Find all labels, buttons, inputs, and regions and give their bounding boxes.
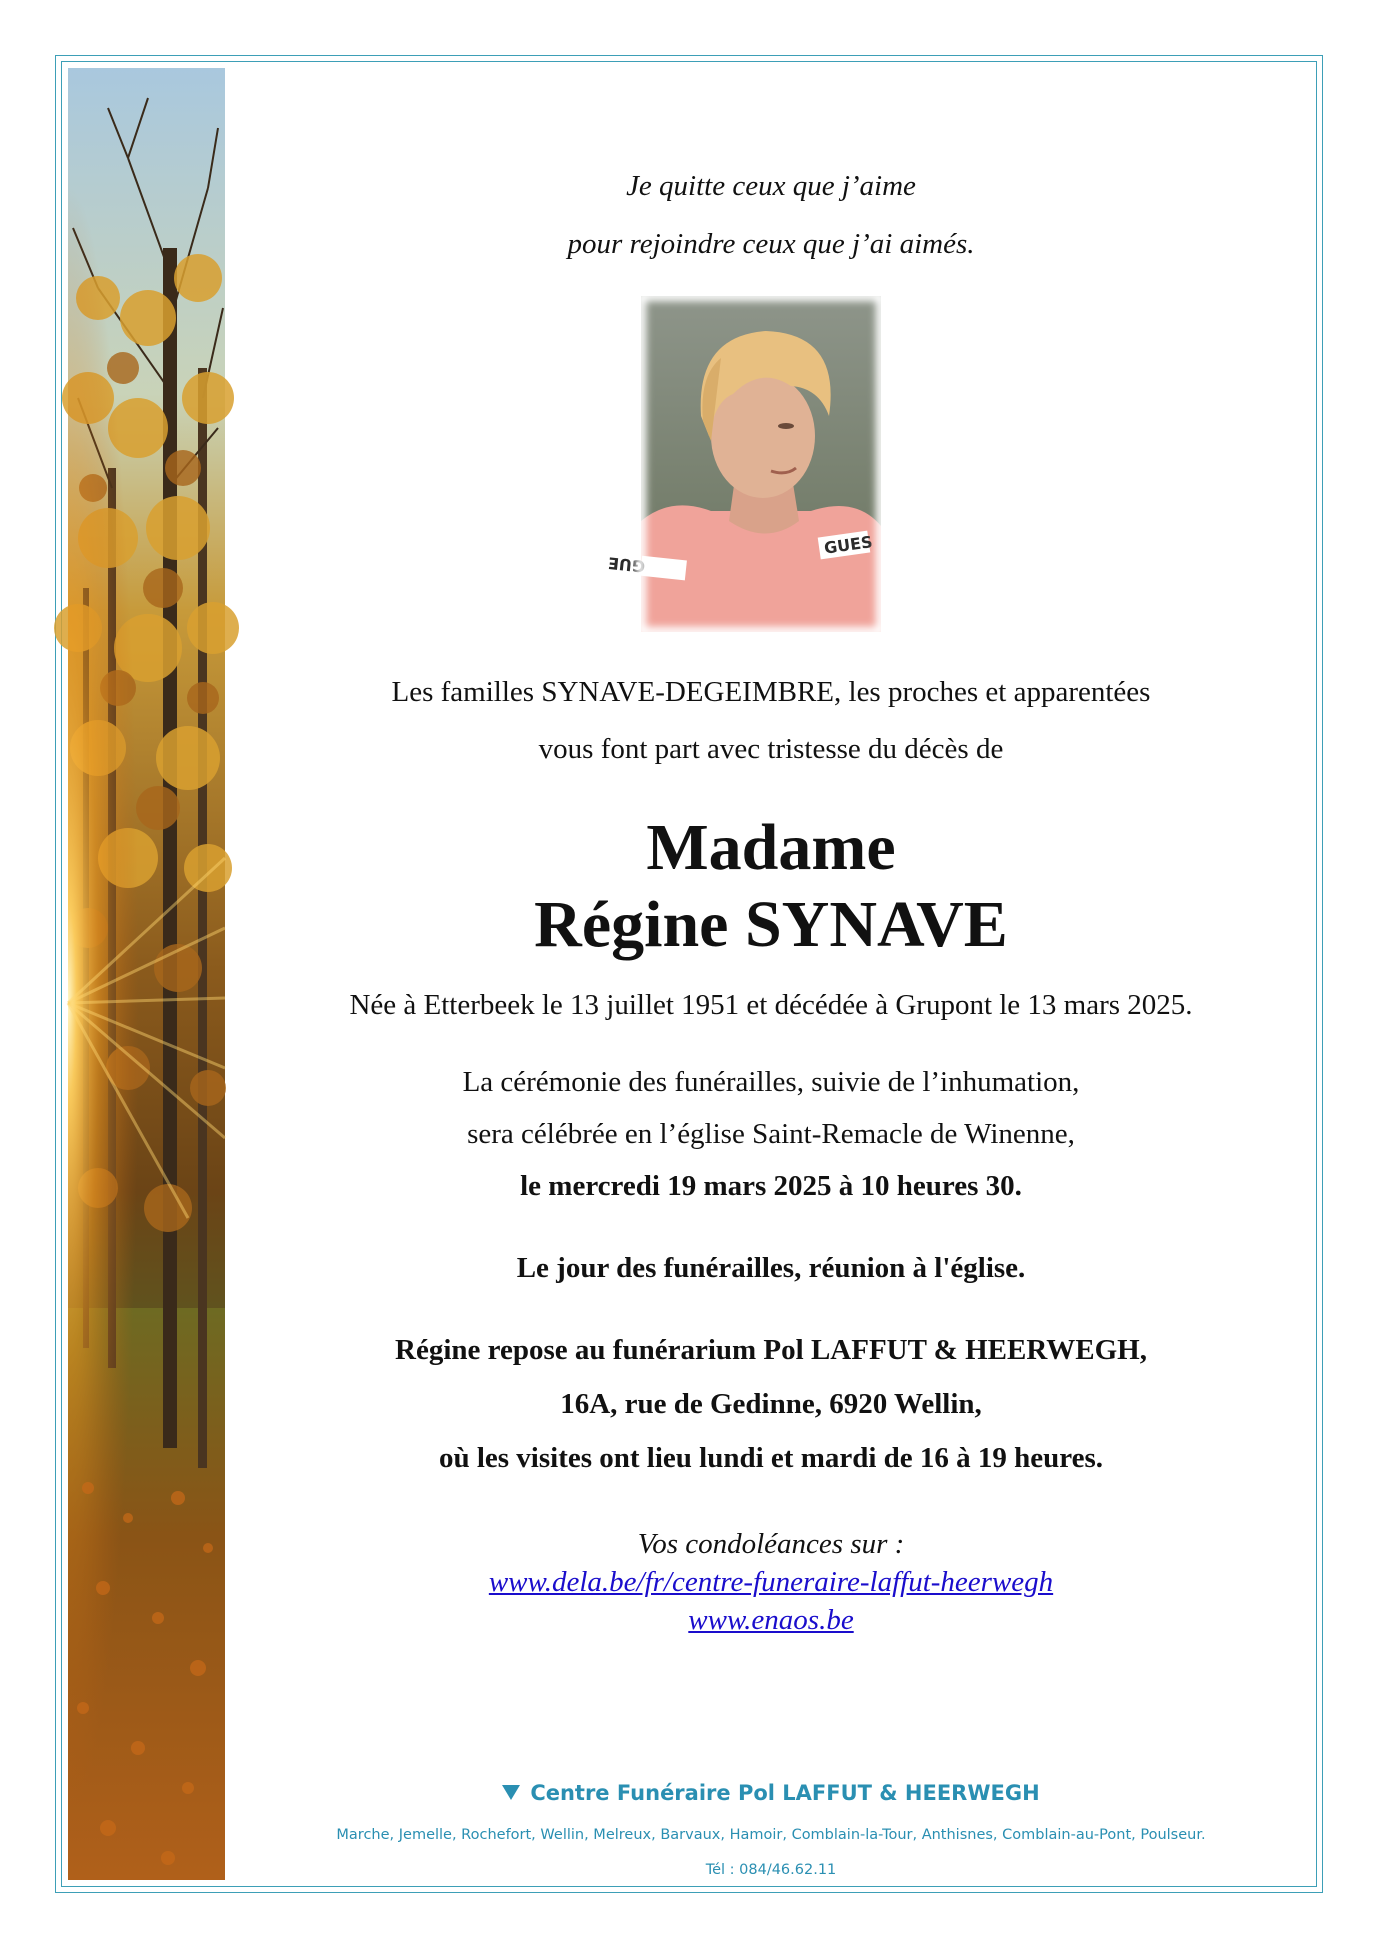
autumn-forest-image	[68, 68, 225, 1880]
down-triangle-icon	[502, 1785, 520, 1800]
announcement-line-1: Les familles SYNAVE-DEGEIMBRE, les proches et apparentées	[391, 676, 1151, 708]
portrait-photo	[607, 296, 881, 632]
announcement-line-2: vous font part avec tristesse du décès de	[538, 733, 1004, 765]
shirt-print-mirrored-text: GUE	[607, 553, 647, 577]
visitation-line-2: 16A, rue de Gedinne, 6920 Wellin,	[560, 1388, 982, 1420]
meeting-note: Le jour des funérailles, réunion à l'église.	[516, 1252, 1026, 1284]
announcement-content	[225, 0, 1317, 1949]
deceased-name: Régine SYNAVE	[534, 888, 1008, 961]
epitaph-line-2: pour rejoindre ceux que j’ai aimés.	[567, 228, 975, 260]
ceremony-datetime: le mercredi 19 mars 2025 à 10 heures 30.	[520, 1170, 1022, 1202]
birth-death-dates: Née à Etterbeek le 13 juillet 1951 et décédée à Grupont le 13 mars 2025.	[349, 989, 1193, 1021]
footer-phone: Tél : 084/46.62.11	[705, 1862, 837, 1878]
ceremony-line-1: La cérémonie des funérailles, suivie de l’inhumation,	[462, 1066, 1080, 1098]
visitation-line-3: où les visites ont lieu lundi et mardi de 16 à 19 heures.	[438, 1442, 1104, 1474]
footer-company	[225, 1781, 1317, 1805]
footer-company-name: Centre Funéraire Pol LAFFUT & HEERWEGH	[530, 1781, 1040, 1805]
deceased-title: Madame	[646, 811, 896, 884]
condolences-link-dela[interactable]: www.dela.be/fr/centre-funeraire-laffut-heerwegh	[488, 1566, 1054, 1598]
epitaph-line-1: Je quitte ceux que j’aime	[626, 170, 916, 202]
visitation-line-1: Régine repose au funérarium Pol LAFFUT & HEERWEGH,	[395, 1334, 1147, 1366]
footer-locations: Marche, Jemelle, Rochefort, Wellin, Melreux, Barvaux, Hamoir, Comblain-la-Tour, Anthisnes, Comblain-au-Pont, Poulseur.	[336, 1827, 1206, 1843]
ceremony-line-2: sera célébrée en l’église Saint-Remacle de Winenne,	[467, 1118, 1075, 1150]
shirt-print-text: GUES	[822, 532, 874, 558]
condolences-label: Vos condoléances sur :	[637, 1528, 905, 1560]
condolences-link-enaos[interactable]: www.enaos.be	[688, 1604, 854, 1636]
